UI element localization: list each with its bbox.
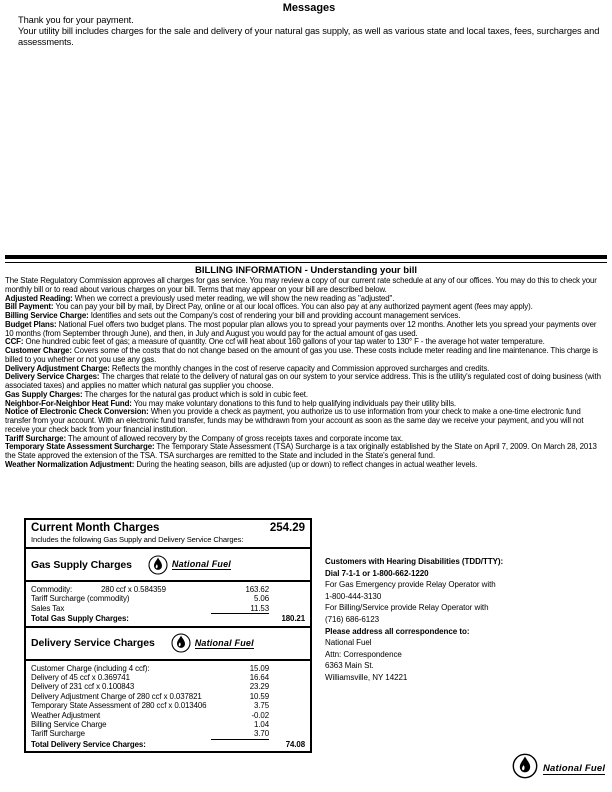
table-row [31, 585, 305, 594]
row-label: Temporary State Assessment of 280 ccf x 0.013406 [31, 701, 207, 711]
term-name: Delivery Adjustment Charge: [5, 363, 110, 373]
table-row [31, 729, 305, 739]
delivery-title: Delivery Service Charges [31, 637, 155, 650]
row-label: Sales Tax [31, 603, 65, 613]
term-name: Notice of Electronic Check Conversion: [5, 407, 149, 417]
billing-term [5, 347, 607, 365]
national-fuel-wordmark: National Fuel [543, 762, 606, 774]
table-row [31, 673, 305, 682]
contact-line: Attn: Correspondence [325, 649, 402, 659]
term-definition: National Fuel offers two budget plans. The most popular plan allows you to spread your payments over 12 months. Another lets you spread your payments over 10 months (from September through June), and then, in July and August you would pay for the actual amount of gas used. [5, 319, 597, 338]
billing-intro: The State Regulatory Commission approves all charges for gas service. You may review a copy of our current rate schedule at any of our offices. You may do this to check your monthly bill or to read about various charges on your bill. Terms that may appear on your bill are described below. [5, 276, 597, 294]
contact-line: (716) 686-6123 [325, 614, 380, 624]
national-fuel-logo [512, 753, 605, 784]
row-amount: 16.64 [249, 673, 269, 683]
term-definition: Reflects the monthly changes in the cost of reserve capacity and Commission approved surcharges and credits. [111, 363, 490, 373]
row-label: Tariff Surcharge (commodity) [31, 594, 130, 604]
table-row [31, 720, 305, 729]
term-definition: When you provide a check as payment, you authorize us to use information from your check to make a one-time electronic fund transfer from your account. With an electronic fund transfer, funds may be withdrawn from your account as soon as the same day we receive your payment, and you will not receive your check back from your financial institution. [5, 407, 584, 434]
contact-line: Dial 7-1-1 or 1-800-662-1220 [325, 568, 429, 578]
billing-term [5, 373, 607, 391]
contact-info-section [325, 556, 595, 684]
billing-term [5, 321, 607, 339]
delivery-total-row [31, 740, 305, 749]
charges-header [26, 520, 310, 547]
messages-line: Your utility bill includes charges for the sale and delivery of your natural gas supply, as well as various state and local taxes, fees, surcharges and assessments. [18, 26, 600, 47]
term-definition: You can pay your bill by mail, by Direct Pay, online or at our local offices. You can also pay at any authorized payment agent (fees may apply). [55, 302, 533, 312]
term-name: Delivery Service Charges: [5, 372, 100, 382]
contact-line: 6363 Main St. [325, 661, 374, 671]
contact-line: For Gas Emergency provide Relay Operator with [325, 580, 496, 590]
term-definition: Covers some of the costs that do not change based on the amount of gas you use. These costs include meter reading and line maintenance. This charge is billed to you whether or not you use any gas. [5, 346, 598, 364]
gas-supply-title: Gas Supply Charges [31, 558, 132, 571]
table-row [31, 664, 305, 673]
term-name: Tariff Surcharge: [5, 433, 66, 443]
contact-line: National Fuel [325, 638, 372, 648]
row-label: Delivery of 231 ccf x 0.100843 [31, 682, 135, 692]
divider-thin [5, 262, 607, 264]
term-name: CCF: [5, 337, 24, 347]
row-label: Customer Charge (including 4 ccf): [31, 663, 150, 673]
row-label: Commodity: [31, 585, 73, 594]
national-fuel-wordmark: National Fuel [194, 637, 254, 648]
contact-line: Williamsville, NY 14221 [325, 672, 408, 682]
term-name: Budget Plans: [5, 319, 57, 329]
contact-line: Please address all correspondence to: [325, 626, 470, 636]
charges-total-amount: 254.29 [269, 522, 305, 534]
table-row [31, 594, 305, 603]
messages-section [18, 2, 600, 48]
billing-term [5, 461, 607, 470]
term-definition: You may make voluntary donations to this fund to help qualifying individuals pay their utility bills. [133, 398, 456, 408]
table-row [31, 692, 305, 701]
term-definition: The charges for the natural gas product which is sold in cubic feet. [84, 389, 308, 399]
term-name: Adjusted Reading: [5, 293, 73, 303]
term-name: Customer Charge: [5, 346, 72, 355]
billing-term [5, 408, 607, 434]
gas-supply-section-header [26, 547, 310, 580]
flame-icon [512, 753, 538, 784]
term-definition: The Temporary State Assessment (TSA) Surcharge is a tax originally established by the State on April 7, 2009. On March 28, 2013 the State approved the extension of the TSA. TSA surcharges are remitted to the State and included in the State's general fund. [5, 442, 597, 460]
charges-title: Current Month Charges [31, 522, 160, 534]
total-label: Total Gas Supply Charges: [31, 614, 129, 624]
billing-information-section [5, 255, 607, 470]
row-amount: 3.70 [211, 729, 269, 739]
contact-line: 1-800-444-3130 [325, 591, 382, 601]
term-name: Temporary State Assessment Surcharge: [5, 442, 155, 452]
table-row [31, 711, 305, 720]
contact-line: For Billing/Service provide Relay Operator with [325, 603, 489, 613]
flame-icon [171, 633, 191, 653]
delivery-items [26, 659, 310, 752]
gas-supply-total-row [31, 614, 305, 623]
table-row [31, 604, 305, 614]
current-month-charges-table [24, 518, 312, 753]
total-amount: 74.08 [285, 739, 305, 749]
delivery-section-header [26, 626, 310, 659]
term-definition: The amount of allowed recovery by the Company of gross receipts taxes and corporate income tax. [67, 433, 403, 443]
divider-thick [5, 255, 607, 259]
charges-subtitle: Includes the following Gas Supply and Delivery Service Charges: [31, 535, 244, 544]
term-definition: Identifies and sets out the Company's cost of rendering your bill and providing account management services. [90, 311, 461, 320]
row-label: Delivery of 45 ccf x 0.369741 [31, 673, 130, 683]
row-label: Delivery Adjustment Charge of 280 ccf x 0.037821 [31, 691, 202, 701]
row-label: Billing Service Charge [31, 720, 107, 730]
row-amount: 15.09 [249, 663, 269, 673]
term-name: Gas Supply Charges: [5, 389, 83, 399]
term-definition: When we correct a previously used meter reading, we will show the new reading as "adjusted". [74, 293, 395, 303]
billing-information-title: BILLING INFORMATION - Understanding your bill [194, 265, 417, 276]
flame-icon [148, 555, 168, 575]
national-fuel-logo [171, 633, 254, 653]
term-name: Weather Normalization Adjustment: [5, 459, 135, 469]
national-fuel-wordmark: National Fuel [171, 559, 232, 569]
term-definition: The charges that relate to the delivery of natural gas on our system to your service address. This is the utility's regulated cost of doing business (with associated taxes) and applies no matter which natural gas supplier you choose. [5, 372, 601, 390]
term-name: Bill Payment: [5, 302, 54, 312]
total-amount: 180.21 [281, 614, 305, 624]
national-fuel-logo [148, 555, 231, 575]
term-definition: During the heating season, bills are adjusted (up or down) to reflect changes in actual weather levels. [136, 459, 478, 469]
contact-line: Customers with Hearing Disabilities (TDD/TTY): [325, 557, 504, 566]
messages-title: Messages [282, 2, 336, 14]
row-amount: 10.59 [249, 691, 269, 701]
row-amount: -0.02 [251, 710, 269, 720]
term-name: Billing Service Charge: [5, 311, 89, 320]
term-definition: One hundred cubic feet of gas; a measure of quantity. One ccf will heat about 160 gallons of your tap water to 130° F - the average hot water temperature. [25, 337, 545, 347]
row-amount: 1.04 [254, 720, 269, 730]
total-label: Total Delivery Service Charges: [31, 739, 146, 749]
row-amount: 3.75 [254, 701, 269, 711]
row-label: Tariff Surcharge [31, 729, 85, 739]
table-row [31, 682, 305, 691]
term-name: Neighbor-For-Neighbor Heat Fund: [5, 398, 132, 408]
table-row [31, 701, 305, 710]
gas-supply-items [26, 580, 310, 626]
row-amount: 5.06 [254, 594, 269, 604]
row-amount: 163.62 [245, 585, 269, 594]
billing-term [5, 443, 607, 461]
row-amount: 23.29 [249, 682, 269, 692]
row-calculation: 280 ccf x 0.584359 [101, 585, 166, 594]
messages-line: Thank you for your payment. [18, 15, 134, 25]
row-label: Weather Adjustment [31, 710, 101, 720]
row-amount: 11.53 [211, 604, 269, 614]
